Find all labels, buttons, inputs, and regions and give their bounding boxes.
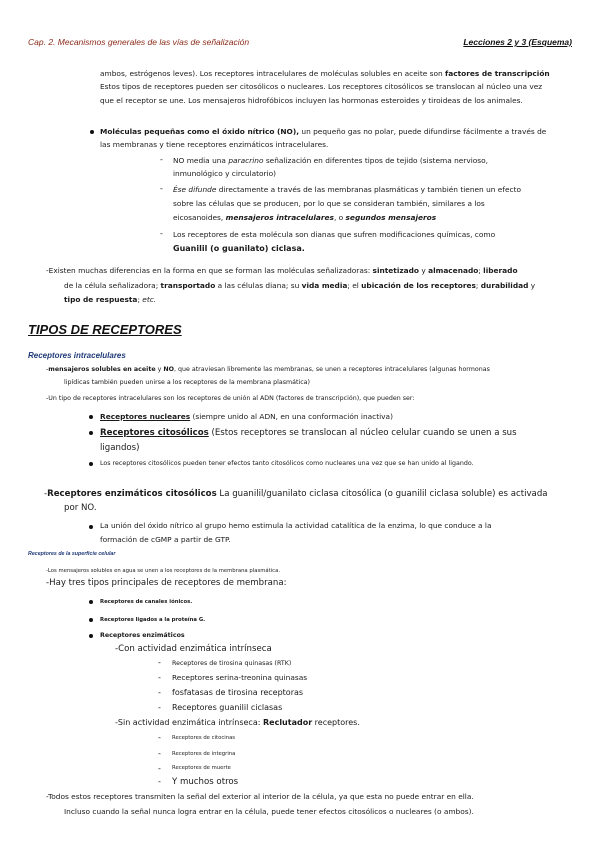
no-dash-3a: Los receptores de esta molécula son dianas que sufren modificaciones químicas, como: [173, 230, 496, 239]
no-dash-3b: Guanilil (o guanilato) ciclasa.: [173, 244, 305, 253]
bullet-icon: [89, 600, 93, 604]
dash-icon: -: [158, 673, 161, 682]
enzcit-line-2: por NO.: [64, 503, 97, 513]
with-item-4: Receptores guanilil ciclasas: [172, 703, 283, 712]
intracel-bullet-2: Receptores citosólicos (Estos receptores se translocan al núcleo celular cuando se unen a sus: [100, 428, 517, 438]
intro-line-1: ambos, estrógenos leves). Los receptores intracelulares de moléculas solubles en aceite son factores de transcripción: [100, 69, 550, 78]
subheading-intracellular: Receptores intracelulares: [28, 351, 126, 360]
enzcit-bullet-1b: formación de cGMP a partir de GTP.: [100, 535, 231, 544]
diff-line-2: de la célula señalizadora; transportado a las células diana; su vida media; el ubicación de los receptores; durabilidad y: [64, 281, 536, 290]
lesson-label: Lecciones 2 y 3 (Esquema): [463, 37, 572, 47]
without-item-1: Receptores de citocinas: [172, 735, 236, 741]
bullet-icon: [89, 415, 93, 419]
intro-line-2: Estos tipos de receptores pueden ser citosólicos o nucleares. Los receptores citosólicos se translocan al núcleo una vez: [100, 82, 543, 91]
surface-bullet-2: Receptores ligados a la proteína G.: [100, 617, 206, 623]
enzcit-line-1: -Receptores enzimáticos citosólicos La guanilil/guanilato ciclasa citosólica (o guanilil ciclasa soluble) es activada: [44, 489, 548, 499]
bullet-icon: [90, 130, 94, 134]
without-activity: -Sin actividad enzimática intrínseca: Reclutador receptores.: [115, 718, 360, 727]
dash-icon: -: [158, 703, 161, 712]
chapter-title: Cap. 2. Mecanismos generales de las vías de señalización: [28, 37, 250, 47]
dash-icon: -: [158, 688, 161, 697]
dash-icon: -: [158, 749, 161, 758]
surface-line-1: -Los mensajeros solubles en agua se unen a los receptores de la membrana plasmática.: [46, 568, 280, 574]
final-line-2: Incluso cuando la señal nunca logra entrar en la célula, puede tener efectos citosólicos o nucleares (o ambos).: [64, 807, 474, 816]
intracel-line-2: lipídicas también pueden unirse a los receptores de la membrana plasmática): [64, 379, 310, 386]
intracel-line-1: -mensajeros solubles en aceite y NO, que atraviesan libremente las membranas, se unen a receptores intracelulares (algunas hormonas: [46, 366, 490, 373]
diff-line-1: -Existen muchas diferencias en la forma en que se forman las moléculas señalizadoras: sintetizado y almacenado; liberado: [46, 266, 518, 275]
intracel-bullet-2b: ligandos): [100, 443, 140, 453]
bullet-icon: [89, 634, 93, 638]
surface-bullet-3: Receptores enzimáticos: [100, 632, 185, 639]
surface-bullet-1: Receptores de canales iónicos.: [100, 599, 193, 605]
diff-line-3: tipo de respuesta; etc.: [64, 295, 157, 304]
final-line-1: -Todos estos receptores transmiten la señal del exterior al interior de la célula, ya que esta no puede entrar en ella.: [46, 792, 474, 801]
without-item-3: Receptores de muerte: [172, 765, 231, 771]
dash-icon: -: [160, 155, 163, 164]
intracel-bullet-3: Los receptores citosólicos pueden tener efectos tanto citosólicos como nucleares una vez que se han unido al ligando.: [100, 460, 474, 467]
no-dash-1b: inmunológico y circulatorio): [173, 169, 277, 178]
dash-icon: -: [158, 658, 161, 667]
dash-icon: -: [160, 229, 163, 238]
intracel-line-3: -Un tipo de receptores intracelulares son los receptores de unión al ADN (factores de transcripción), que pueden ser:: [46, 395, 415, 402]
with-item-2: Receptores serina-treonina quinasas: [172, 673, 308, 682]
no-dash-2c: eicosanoides, mensajeros intracelulares, o segundos mensajeros: [173, 213, 437, 222]
no-dash-1a: NO media una paracrino señalización en diferentes tipos de tejido (sistema nervioso,: [173, 156, 489, 165]
with-item-3: fosfatasas de tirosina receptoras: [172, 688, 304, 697]
with-item-1: Receptores de tirosina quinasas (RTK): [172, 660, 292, 667]
dash-icon: -: [158, 764, 161, 773]
no-line-2: las membranas y tiene receptores enzimáticos intracelulares.: [100, 140, 329, 149]
dash-icon: -: [160, 184, 163, 193]
section-title: TIPOS DE RECEPTORES: [28, 322, 182, 337]
without-item-4: Y muchos otros: [172, 777, 239, 787]
bullet-icon: [89, 431, 93, 435]
surface-line-2: -Hay tres tipos principales de receptores de membrana:: [46, 578, 287, 588]
no-dash-2b: sobre las células que se producen, por lo que se consideran también, similares a los: [173, 199, 485, 208]
dash-icon: -: [158, 733, 161, 742]
bullet-icon: [89, 618, 93, 622]
without-item-2: Receptores de integrina: [172, 751, 236, 757]
no-dash-2a: Ése difunde directamente a través de las membranas plasmáticas y también tienen un efecto: [173, 185, 521, 194]
bullet-icon: [89, 462, 93, 466]
dash-icon: -: [158, 777, 161, 786]
subheading-surface: Receptores de la superficie celular: [28, 551, 116, 557]
bullet-icon: [89, 525, 93, 529]
intracel-bullet-1: Receptores nucleares (siempre unido al ADN, en una conformación inactiva): [100, 412, 393, 421]
with-activity: -Con actividad enzimática intrínseca: [115, 644, 272, 654]
intro-line-3: que el receptor se une. Los mensajeros hidrofóbicos incluyen las hormonas esteroides y tiroideas de los animales.: [100, 96, 523, 105]
page-header: [28, 37, 572, 51]
enzcit-bullet-1: La unión del óxido nítrico al grupo hemo estimula la actividad catalítica de la enzima, lo que conduce a la: [100, 521, 492, 530]
no-line-1: Moléculas pequeñas como el óxido nítrico (NO), un pequeño gas no polar, puede difundirse fácilmente a través de: [100, 127, 547, 136]
